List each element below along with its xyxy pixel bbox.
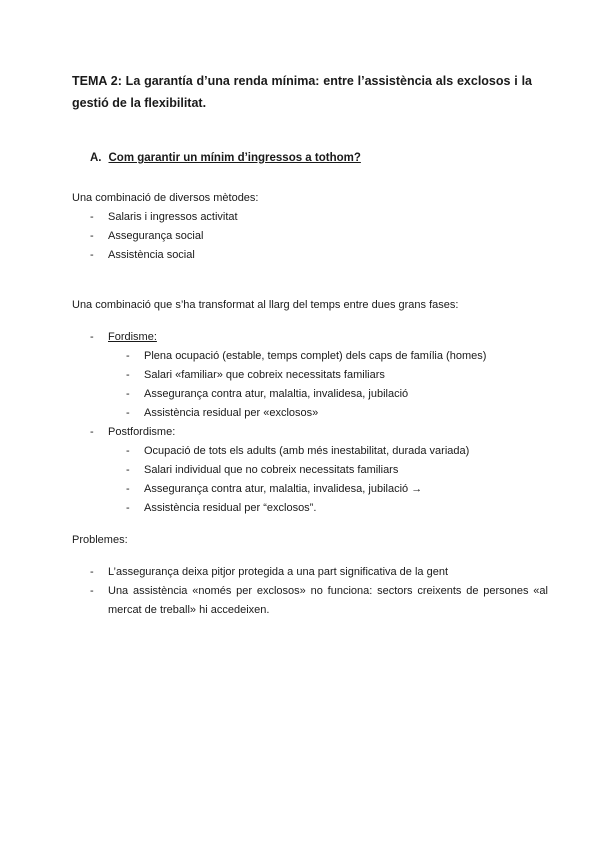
list-item: - Assegurança contra atur, malaltia, invalidesa, jubilació [126, 388, 409, 400]
list-item: - Assistència residual per «exclosos» [126, 407, 319, 419]
list-item: - L’assegurança deixa pitjor protegida a una part significativa de la gent [90, 566, 449, 578]
fordism-label: Fordisme: [108, 331, 157, 343]
section-a-heading [90, 152, 361, 164]
list-item: - Assegurança contra atur, malaltia, invalidesa, jubilació → [126, 483, 423, 495]
list-item: - Salari «familiar» que cobreix necessitats familiars [126, 369, 385, 381]
fordism-sublist [126, 347, 486, 423]
problems-list [90, 563, 548, 620]
methods-list [90, 208, 238, 265]
list-item: - Plena ocupació (estable, temps complet) dels caps de família (homes) [126, 350, 487, 362]
section-title: Com garantir un mínim d’ingressos a tothom? [108, 152, 361, 164]
postfordism-sublist [126, 442, 486, 518]
list-item: - Salari individual que no cobreix necessitats familiars [126, 464, 399, 476]
list-item: - Ocupació de tots els adults (amb més inestabilitat, durada variada) [126, 445, 470, 457]
phases-intro: Una combinació que s’ha transformat al llarg del temps entre dues grans fases: [72, 299, 459, 311]
problems-label: Problemes: [72, 534, 128, 546]
combination-intro: Una combinació de diversos mètodes: [72, 192, 259, 204]
list-item: - Assistència residual per “exclosos”. [126, 502, 317, 514]
list-item: - Assegurança social [90, 230, 204, 242]
list-item: - Salaris i ingressos activitat [90, 211, 238, 223]
document-title: TEMA 2: La garantía d’una renda mínima: entre l’assistència als exclosos i la gestió de la flexibilitat. [72, 74, 532, 110]
phases-list [90, 328, 486, 518]
list-item: - Una assistència «només per exclosos» no funciona: sectors creixents de persones «al mercat de treball» hi accedeixen. [90, 585, 548, 616]
list-item: - Assistència social [90, 249, 195, 261]
phase-fordism: - Fordisme: - Plena ocupació (estable, temps complet) dels caps de família (homes) - Salari «familiar» que cobreix necessitats familiars - Assegurança contra atur, malaltia, invalidesa, jubilació - Assistència residual per «exclosos» [90, 328, 486, 423]
phase-postfordism: - Postfordisme: - Ocupació de tots els adults (amb més inestabilitat, durada variada) - Salari individual que no cobreix necessitats familiars - Assegurança contra atur, malaltia, invalidesa, jubilació → - Assistència residual per “exclosos”. [90, 423, 486, 518]
postfordism-label: Postfordisme: [108, 426, 176, 438]
section-letter: A. [90, 152, 102, 164]
